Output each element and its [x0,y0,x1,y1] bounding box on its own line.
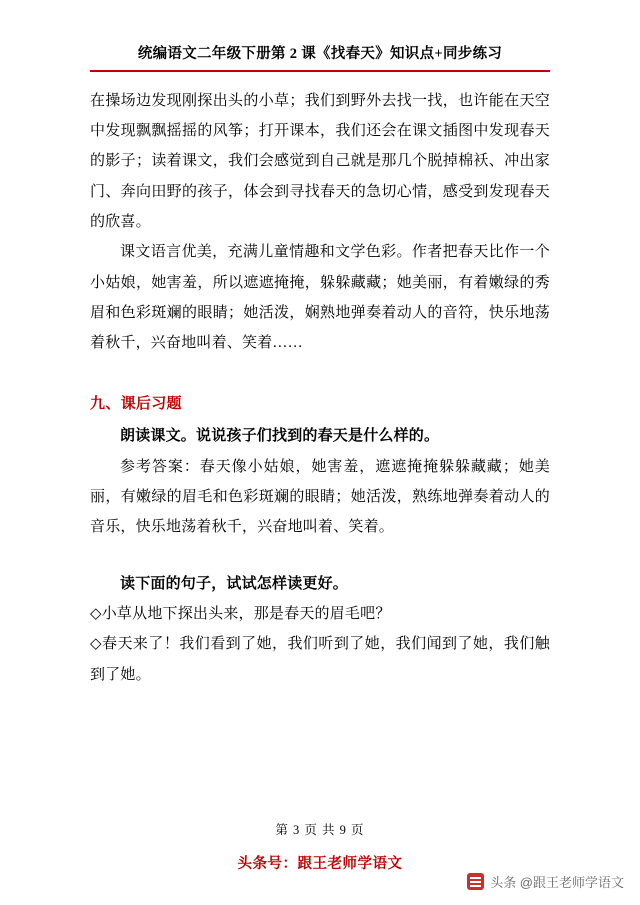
paragraph-1: 在操场边发现刚探出头的小草；我们到野外去找一找，也许能在天空中发现飘飘摇摇的风筝；打开课本，我们还会在课文插图中发现春天的影子；读着课文，我们会感觉到自己就是那几个脱掉棉袄、冲出家门、奔向田野的孩子，体会到寻找春天的急切心情，感受到发现春天的欣喜。 [90,92,550,230]
page-title: 统编语文二年级下册第 2 课《找春天》知识点+同步练习 [137,46,503,62]
watermark-text: 头条 @跟王老师学语文 [490,875,624,890]
example-sentence-2: ◇春天来了！我们看到了她，我们听到了她，我们闻到了她，我们触到了她。 [90,636,550,683]
section-heading: 九、课后习题 [90,396,182,413]
page-footer [0,820,640,873]
toutiao-logo-icon [467,873,484,890]
answer-1: 参考答案：春天像小姑娘，她害羞，遮遮掩掩躲躲藏藏；她美丽，有嫩绿的眉毛和色彩斑斓的眼睛；她活泼，熟练地弹奏着动人的音乐，快乐地荡着秋千，兴奋地叫着、笑着。 [90,458,550,536]
page-number: 第 3 页 共 9 页 [275,823,365,837]
question-2: 读下面的句子，试试怎样读更好。 [120,575,349,592]
title-divider [90,70,550,72]
footer-brand: 头条号：跟王老师学语文 [237,856,403,872]
question-1: 朗读课文。说说孩子们找到的春天是什么样的。 [120,428,440,445]
example-sentence-1: ◇小草从地下探出头来，那是春天的眉毛吧？ [90,605,391,622]
document-title-block [90,44,550,72]
document-body [90,44,550,690]
spacer [90,543,550,569]
paragraph-2: 课文语言优美，充满儿童情趣和文学色彩。作者把春天比作一个小姑娘，她害羞，所以遮遮掩掩，躲躲藏藏；她美丽，有着嫩绿的秀眉和色彩斑斓的眼睛；她活泼，娴熟地弹奏着动人的音符，快乐地荡着秋千，兴奋地叫着、笑着…… [90,244,550,352]
watermark [467,872,624,891]
